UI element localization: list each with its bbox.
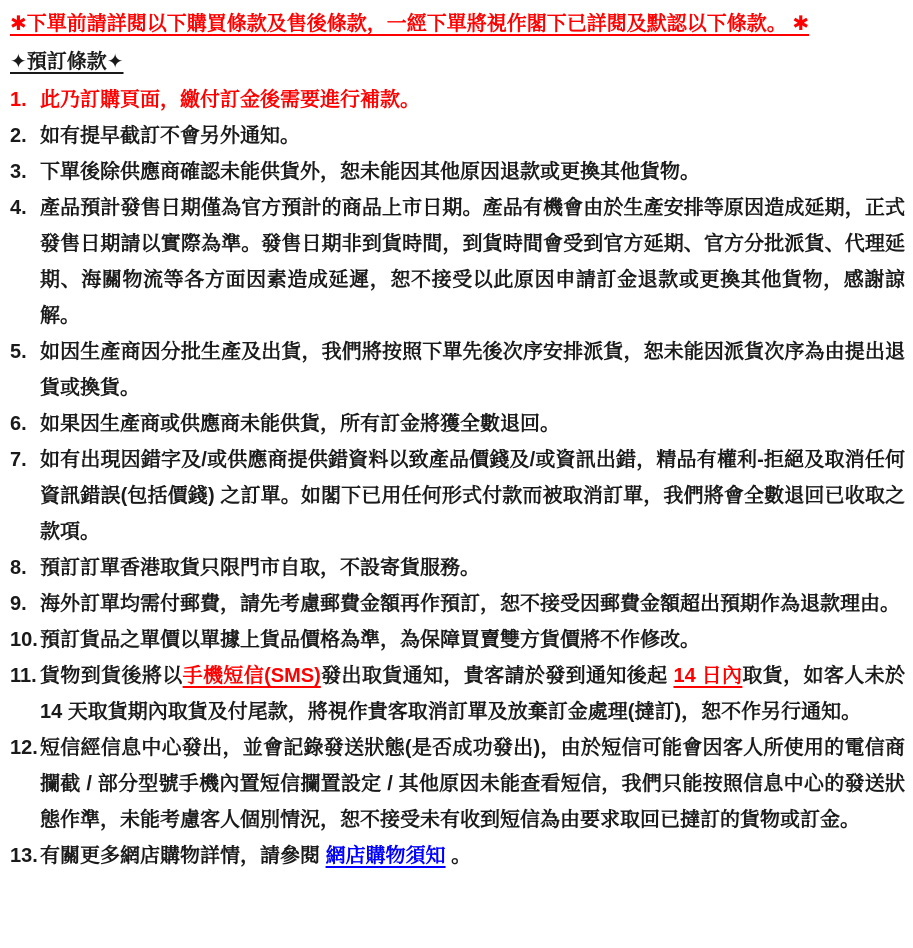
- term-number: 6.: [10, 413, 27, 435]
- term-text: 產品預計發售日期僅為官方預計的商品上市日期。產品有機會由於生產安排等原因造成延期，正式發售日期請以實際為準。發售日期非到貨時間，到貨時間會受到官方延期、官方分批派貨、代理延期、海關物流等各方面因素造成延遲，恕不接受以此原因申請訂金退款或更換其他貨物，感謝諒解。: [40, 197, 905, 327]
- term-number: 2.: [10, 125, 27, 147]
- term-text-segment: 貨物到貨後將以: [40, 665, 183, 687]
- term-item-3: [10, 154, 905, 190]
- term-text: [40, 658, 905, 730]
- pickup-deadline-highlight: 14 日內: [673, 665, 743, 687]
- term-text: 短信經信息中心發出，並會記錄發送狀態(是否成功發出)，由於短信可能會因客人所使用的電信商攔截 / 部分型號手機內置短信攔置設定 / 其他原因未能查看短信，我們只能按照信息中心的發送狀態作準，未能考慮客人個別情況，恕不接受未有收到短信為由要求取回已撻訂的貨物或訂金。: [40, 737, 905, 831]
- term-number: 1.: [10, 89, 27, 111]
- term-number: 4.: [10, 197, 27, 219]
- sms-highlight: 手機短信(SMS): [182, 665, 321, 687]
- term-item-10: [10, 622, 905, 658]
- term-text: 預訂訂單香港取貨只限門市自取，不設寄貨服務。: [40, 557, 480, 579]
- term-text: 如有出現因錯字及/或供應商提供錯資料以致產品價錢及/或資訊出錯，精品有權利-拒絕及取消任何資訊錯誤(包括價錢) 之訂單。如閣下已用任何形式付款而被取消訂單，我們將會全數退回已收取之款項。: [40, 449, 905, 543]
- term-number: 5.: [10, 341, 27, 363]
- section-title-preorder-terms: ✦預訂條款✦: [10, 51, 124, 73]
- term-number: 12.: [10, 737, 38, 759]
- term-item-7: [10, 442, 905, 550]
- term-text-segment: 有關更多網店購物詳情，請參閱: [40, 845, 326, 867]
- term-text-segment: 取貨，如客人未於 14 天取貨期內取貨及付尾款，將視作貴客取消訂單及放棄訂金處理(撻訂)，恕不作另行通知。: [40, 665, 906, 723]
- term-number: 7.: [10, 449, 27, 471]
- term-item-5: [10, 334, 905, 406]
- term-text: 如果因生產商或供應商未能供貨，所有訂金將獲全數退回。: [40, 413, 560, 435]
- term-item-12: [10, 730, 905, 838]
- term-number: 13.: [10, 845, 38, 867]
- term-item-13: [10, 838, 905, 874]
- term-text: 如有提早截訂不會另外通知。: [40, 125, 300, 147]
- term-item-8: [10, 550, 905, 586]
- terms-list: [10, 82, 905, 874]
- term-text: 下單後除供應商確認未能供貨外，恕未能因其他原因退款或更換其他貨物。: [40, 161, 700, 183]
- term-number: 9.: [10, 593, 27, 615]
- term-text: 海外訂單均需付郵費，請先考慮郵費金額再作預訂，恕不接受因郵費金額超出預期作為退款理由。: [40, 593, 900, 615]
- store-shopping-guide-link[interactable]: 網店購物須知: [325, 845, 446, 867]
- term-item-9: [10, 586, 905, 622]
- term-text-segment: 發出取貨通知，貴客請於發到通知後起: [320, 665, 674, 687]
- term-text: 預訂貨品之單價以單據上貨品價格為準，為保障買賣雙方貨價將不作修改。: [40, 629, 700, 651]
- term-number: 3.: [10, 161, 27, 183]
- term-text: 如因生產商因分批生產及出貨，我們將按照下單先後次序安排派貨，恕未能因派貨次序為由提出退貨或換貨。: [40, 341, 905, 399]
- term-text: 此乃訂購頁面，繳付訂金後需要進行補款。: [40, 89, 420, 111]
- term-item-4: [10, 190, 905, 334]
- term-item-11: [10, 658, 905, 730]
- term-number: 11.: [10, 665, 37, 687]
- term-item-6: [10, 406, 905, 442]
- term-number: 8.: [10, 557, 27, 579]
- term-text-segment: 。: [445, 845, 472, 867]
- term-text: [40, 838, 905, 874]
- term-item-2: [10, 118, 905, 154]
- term-item-1: [10, 82, 905, 118]
- term-number: 10.: [10, 629, 38, 651]
- purchase-notice-header: ✱下單前請詳閱以下購買條款及售後條款，一經下單將視作閣下已詳閱及默認以下條款。 ✱: [10, 13, 810, 35]
